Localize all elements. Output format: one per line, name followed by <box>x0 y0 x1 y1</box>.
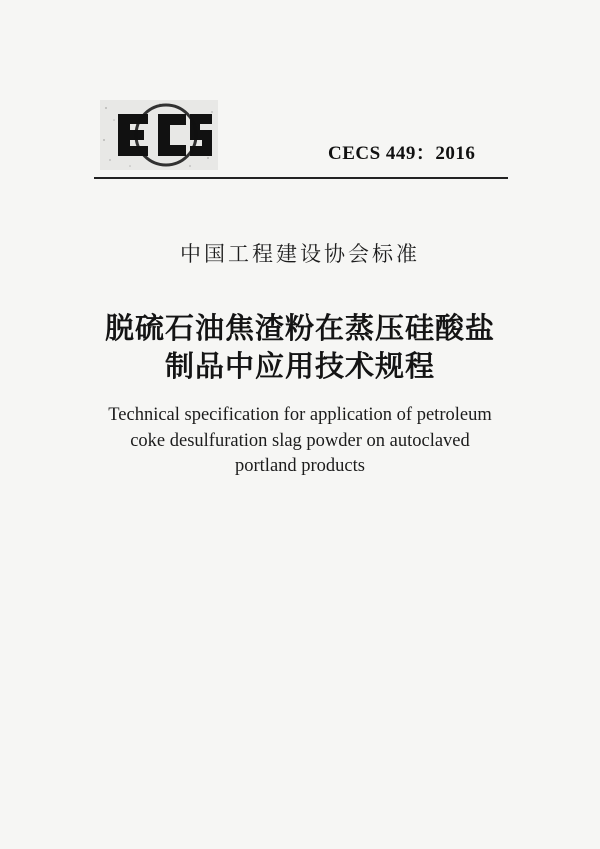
association-name: 中国工程建设协会标准 <box>180 242 420 266</box>
title-zh-line1: 脱硫石油焦渣粉在蒸压硅酸盐 <box>104 311 495 345</box>
standard-code: CECS 449：2016 <box>328 143 476 164</box>
header-divider <box>94 177 508 179</box>
title-en-line1: Technical specification for application of petroleum <box>108 405 492 425</box>
title-zh-line2: 制品中应用技术规程 <box>164 349 435 383</box>
title-en-line2: coke desulfuration slag powder on autoclaved <box>130 431 470 451</box>
title-en-line3: portland products <box>235 456 365 476</box>
ecs-logo <box>100 100 218 170</box>
